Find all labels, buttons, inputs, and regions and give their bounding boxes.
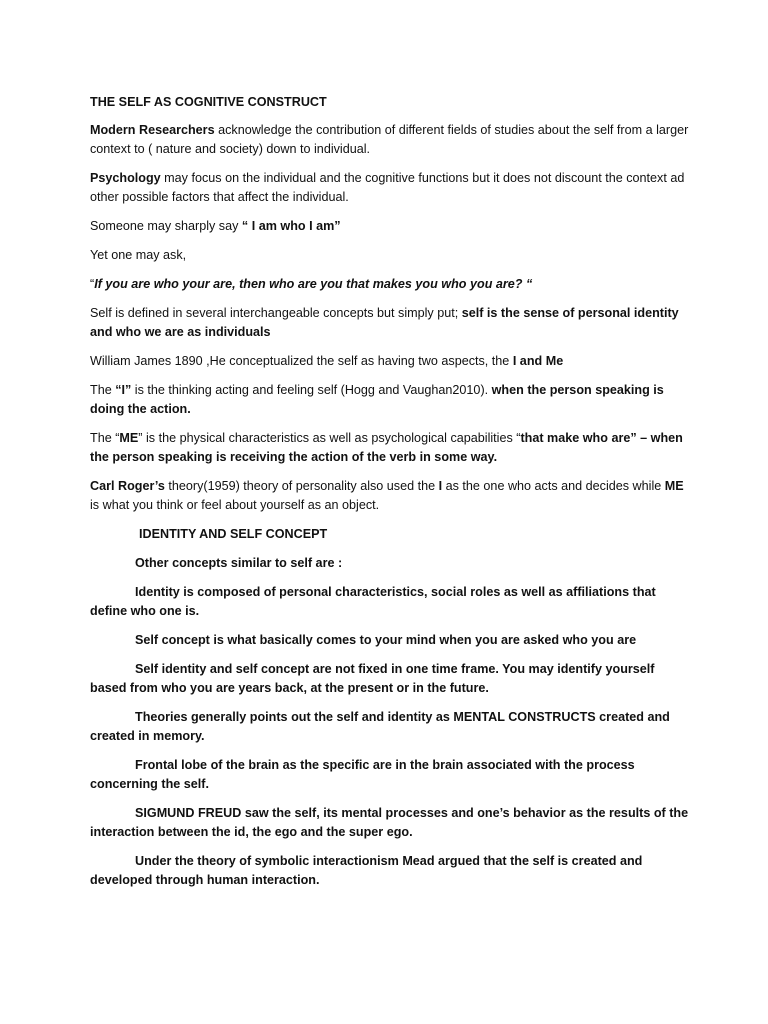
bold-term: Carl Roger’s: [90, 479, 165, 493]
bold-term: I and Me: [512, 354, 564, 368]
paragraph-text: Someone may sharply say: [90, 219, 242, 233]
document-page: [90, 93, 690, 900]
paragraph-text: as the one who acts and decides while: [442, 479, 665, 493]
bold-term: ME: [119, 431, 139, 445]
paragraph-other-concepts: Other concepts similar to self are :: [135, 556, 343, 570]
paragraph-text: Self is defined in several interchangeable concepts but simply put;: [90, 306, 462, 320]
paragraph-symbolic-interactionism: Under the theory of symbolic interactionism Mead argued that the self is created and developed through human interaction.: [90, 854, 643, 887]
bold-term: Modern Researchers: [90, 123, 215, 137]
paragraph-text: is what you think or feel about yourself as an object.: [90, 498, 380, 512]
bold-term: “I”: [115, 383, 132, 397]
bold-explanation: when the person speaking is doing the action.: [90, 383, 664, 416]
paragraph-self-identity: Self identity and self concept are not fixed in one time frame. You may identify yourself based from who you are years back, at the present or in the future.: [90, 662, 655, 695]
paragraph-text: theory(1959) theory of personality also used the: [164, 479, 439, 493]
paragraph-carl-roger: [90, 477, 690, 515]
open-quote: “: [90, 277, 95, 291]
paragraph-text: ” is the physical characteristics as well as psychological capabilities “: [138, 431, 521, 445]
paragraph-theories: Theories generally points out the self and identity as MENTAL CONSTRUCTS created and created in memory.: [90, 710, 670, 743]
paragraph-text: is the thinking acting and feeling self (Hogg and Vaughan2010).: [131, 383, 492, 397]
paragraph-i-am-who-i-am: [90, 217, 690, 236]
paragraph-sigmund-freud: SIGMUND FREUD saw the self, its mental processes and one’s behavior as the results of the interaction between the id, the ego and the super ego.: [90, 806, 689, 839]
section-heading-identity: IDENTITY AND SELF CONCEPT: [139, 527, 328, 541]
paragraph-question-quote: [90, 275, 690, 294]
bold-quote: “ I am who I am”: [241, 219, 341, 233]
paragraph-self-concept: Self concept is what basically comes to your mind when you are asked who you are: [135, 633, 637, 647]
paragraph-text: The “: [90, 431, 120, 445]
document-title: THE SELF AS COGNITIVE CONSTRUCT: [90, 95, 327, 109]
paragraph-yet-one-may-ask: Yet one may ask,: [90, 248, 187, 262]
bold-term: ME: [664, 479, 684, 493]
paragraph-the-me: [90, 429, 690, 467]
bold-explanation: that make who are” – when the person speaking is receiving the action of the verb in some way.: [90, 431, 683, 464]
paragraph-text: William James 1890 ,He conceptualized the self as having two aspects, the: [90, 354, 513, 368]
paragraph-william-james: [90, 352, 690, 371]
paragraph-frontal-lobe: Frontal lobe of the brain as the specific are in the brain associated with the process concerning the self.: [90, 758, 635, 791]
paragraph-the-i: [90, 381, 690, 419]
bold-definition: self is the sense of personal identity and who we are as individuals: [90, 306, 679, 339]
paragraph-self-defined: [90, 304, 690, 342]
paragraph-text: may focus on the individual and the cognitive functions but it does not discount the context ad other possible factors that affect the individual.: [90, 171, 685, 204]
bold-term: I: [438, 479, 443, 493]
bold-italic-quote: If you are who your are, then who are you that makes you who you are? “: [94, 277, 533, 291]
bold-term: Psychology: [90, 171, 161, 185]
paragraph-text: acknowledge the contribution of different fields of studies about the self from a larger context to ( nature and society) down to individual.: [90, 123, 689, 156]
paragraph-text: The: [90, 383, 116, 397]
paragraph-modern-researchers: [90, 121, 690, 159]
paragraph-identity: Identity is composed of personal characteristics, social roles as well as affiliations that define who one is.: [90, 585, 656, 618]
paragraph-psychology: [90, 169, 690, 207]
